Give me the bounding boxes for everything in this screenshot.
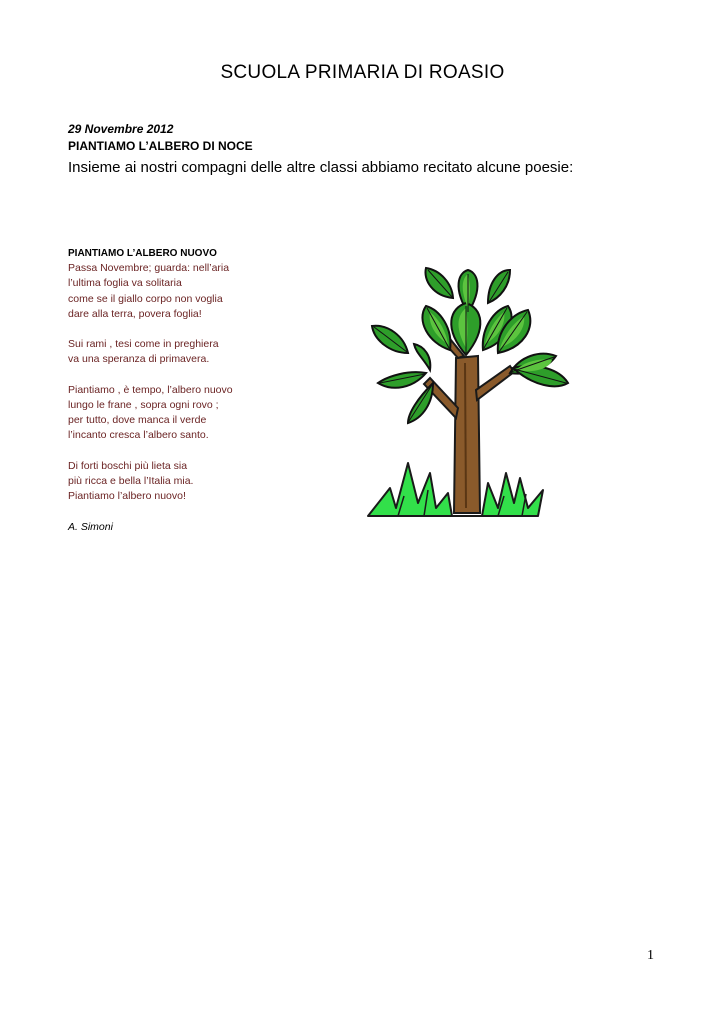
article-subtitle: PIANTIAMO L’ALBERO DI NOCE	[68, 139, 253, 153]
poem-line: Passa Novembre; guarda: nell’aria	[68, 262, 230, 275]
poem-author: A. Simoni	[68, 520, 113, 533]
poem-line: Sui rami , tesi come in preghiera	[68, 338, 219, 351]
poem-line: Piantiamo , è tempo, l’albero nuovo	[68, 383, 233, 396]
article-intro: Insieme ai nostri compagni delle altre classi abbiamo recitato alcune poesie:	[68, 159, 574, 176]
poem-line: lungo le frane , sopra ogni rovo ;	[68, 399, 219, 411]
poem-line: come se il giallo corpo non voglia	[68, 292, 223, 305]
poem-line: Piantiamo l’albero nuovo!	[68, 490, 186, 503]
poem	[68, 246, 308, 535]
tree-icon	[338, 258, 588, 523]
poem-title: PIANTIAMO L’ALBERO NUOVO	[68, 248, 217, 259]
poem-line: dare alla terra, povera foglia!	[68, 307, 202, 320]
page-number: 1	[647, 948, 654, 963]
poem-line: più ricca e bella l’Italia mia.	[68, 475, 194, 487]
poem-line: Di forti boschi più lieta sia	[68, 459, 188, 472]
page-title: SCUOLA PRIMARIA DI ROASIO	[220, 62, 505, 83]
poem-line: per tutto, dove manca il verde	[68, 414, 207, 427]
article-date: 29 Novembre 2012	[68, 122, 174, 136]
poem-line: l’incanto cresca l’albero santo.	[68, 429, 209, 442]
poem-line: va una speranza di primavera.	[68, 353, 210, 366]
poem-line: l’ultima foglia va solitaria	[68, 277, 182, 290]
